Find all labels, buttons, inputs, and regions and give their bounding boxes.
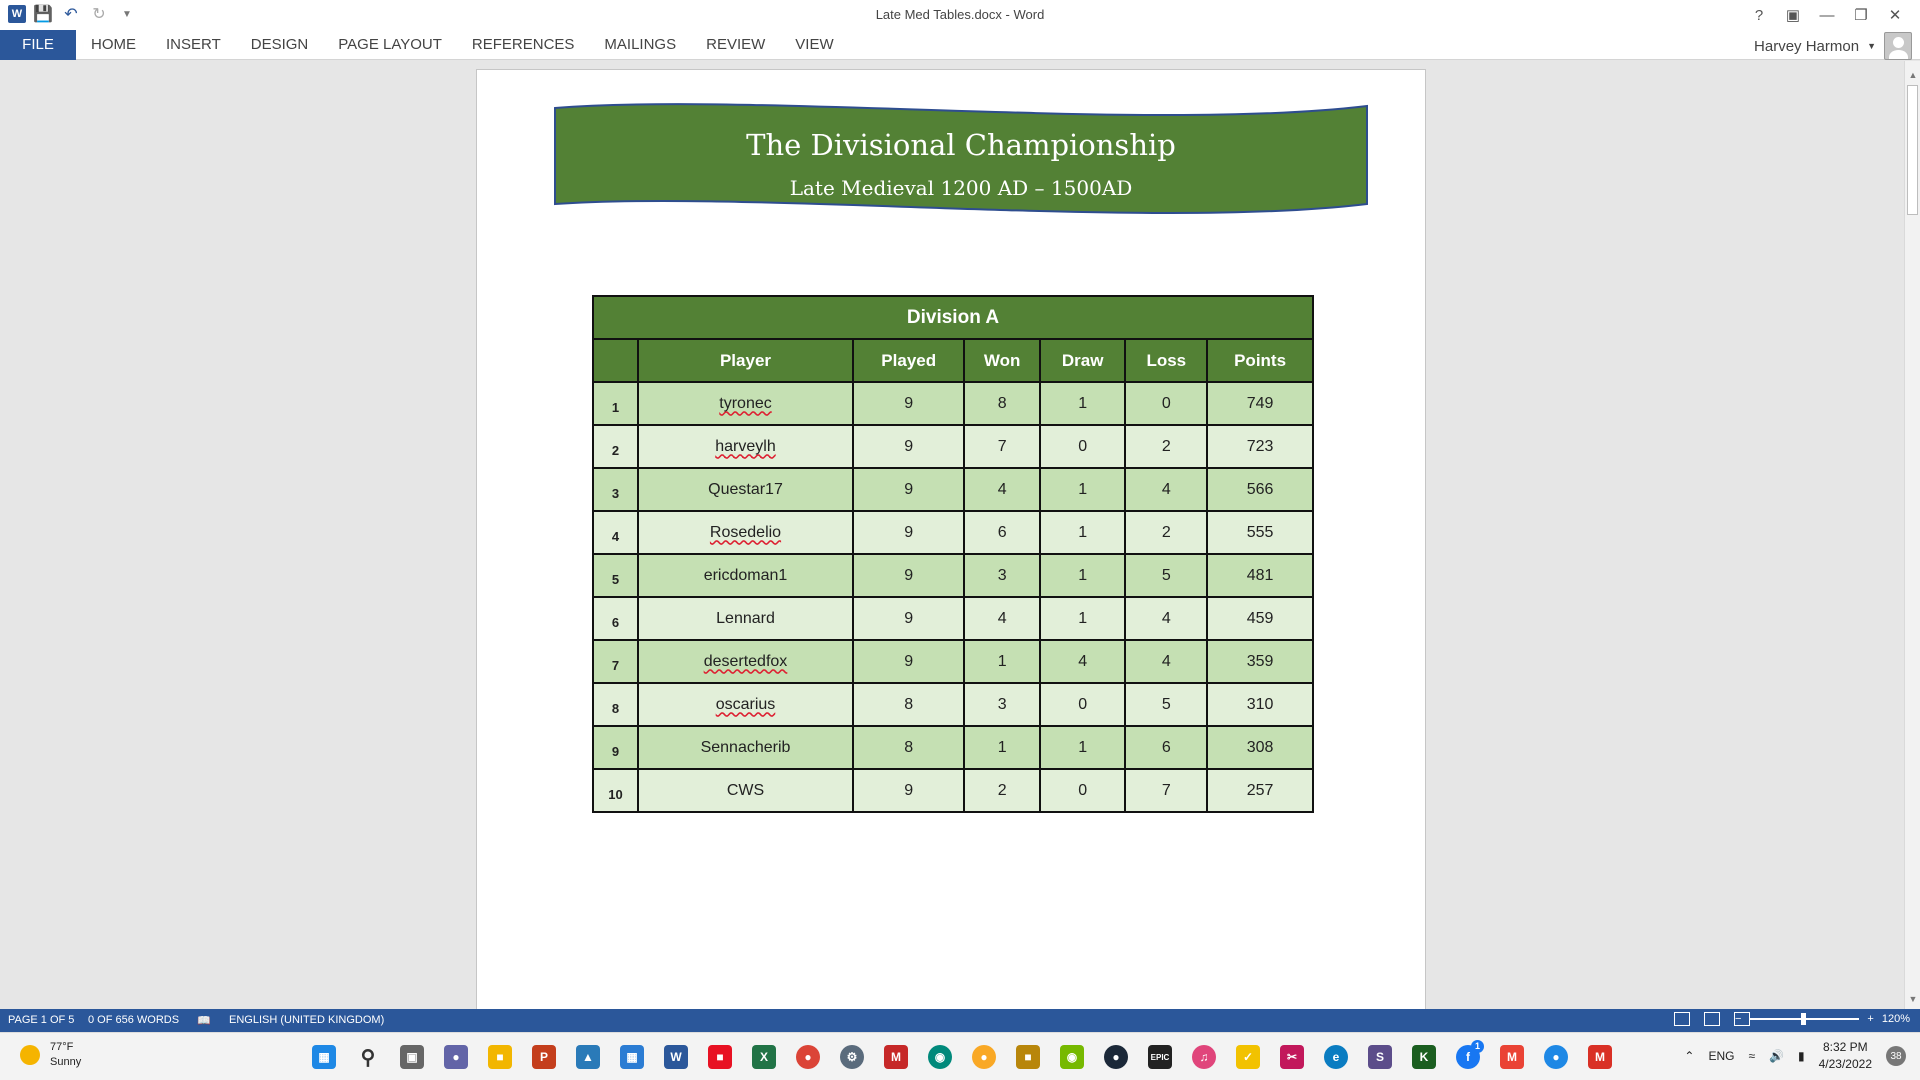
points-cell[interactable]: 459 <box>1207 597 1313 640</box>
table-row <box>593 511 1313 554</box>
taskbar <box>0 1032 1920 1080</box>
word-icon[interactable]: W <box>658 1040 694 1074</box>
vertical-scrollbar[interactable] <box>1904 61 1920 1009</box>
powerpoint-icon[interactable]: P <box>526 1040 562 1074</box>
player-cell[interactable] <box>638 425 853 468</box>
avatar[interactable] <box>1884 32 1912 60</box>
table-row <box>593 683 1313 726</box>
points-cell[interactable]: 359 <box>1207 640 1313 683</box>
tab-references[interactable]: REFERENCES <box>471 36 575 53</box>
banner-title: The Divisional Championship <box>746 128 1176 162</box>
points-cell[interactable]: 310 <box>1207 683 1313 726</box>
loss-cell[interactable]: 6 <box>1125 726 1207 769</box>
draw-cell[interactable]: 0 <box>1040 769 1125 812</box>
zoom-control <box>1735 1013 1910 1025</box>
loss-cell[interactable]: 7 <box>1125 769 1207 812</box>
loss-cell[interactable]: 0 <box>1125 382 1207 425</box>
played-cell[interactable]: 9 <box>853 597 964 640</box>
help-button[interactable]: ? <box>1754 6 1764 24</box>
banner-subtitle: Late Medieval 1200 AD – 1500AD <box>789 176 1133 200</box>
tab-view[interactable]: VIEW <box>795 36 834 53</box>
print-layout-icon[interactable] <box>1704 1012 1720 1026</box>
loss-cell[interactable]: 4 <box>1125 640 1207 683</box>
loss-cell[interactable]: 4 <box>1125 597 1207 640</box>
notes-app-icon[interactable]: ■ <box>1010 1040 1046 1074</box>
minimize-button[interactable]: — <box>1819 6 1835 24</box>
points-cell[interactable]: 481 <box>1207 554 1313 597</box>
draw-cell[interactable]: 1 <box>1040 726 1125 769</box>
draw-cell[interactable]: 1 <box>1040 511 1125 554</box>
document-area <box>0 61 1904 1009</box>
player-name: desertedfox <box>703 652 788 670</box>
rank-cell[interactable]: 2 <box>593 425 638 468</box>
played-cell[interactable]: 9 <box>853 769 964 812</box>
gift-icon[interactable]: ■ <box>702 1040 738 1074</box>
points-cell[interactable]: 566 <box>1207 468 1313 511</box>
notification-badge[interactable]: 38 <box>1886 1046 1906 1066</box>
sun-icon <box>20 1045 40 1065</box>
epic-games-icon[interactable]: EPIC <box>1142 1040 1178 1074</box>
tips-icon[interactable]: ● <box>1538 1040 1574 1074</box>
played-cell[interactable]: 9 <box>853 554 964 597</box>
file-explorer-icon[interactable]: ■ <box>482 1040 518 1074</box>
clock[interactable] <box>1819 1039 1872 1073</box>
player-name: Rosedelio <box>709 523 782 541</box>
header-draw: Draw <box>1040 339 1125 382</box>
header-loss: Loss <box>1125 339 1207 382</box>
tab-review[interactable]: REVIEW <box>706 36 766 53</box>
photos-icon[interactable]: ▲ <box>570 1040 606 1074</box>
window-controls <box>1742 2 1912 28</box>
system-tray <box>1684 1039 1906 1073</box>
excel-icon[interactable]: X <box>746 1040 782 1074</box>
read-mode-icon[interactable] <box>1674 1012 1690 1026</box>
won-cell[interactable]: 8 <box>964 382 1040 425</box>
player-cell[interactable] <box>638 511 853 554</box>
played-cell[interactable]: 9 <box>853 425 964 468</box>
rank-cell[interactable]: 1 <box>593 382 638 425</box>
time: 8:32 PM <box>1822 1040 1868 1054</box>
steam-icon[interactable]: ● <box>1098 1040 1134 1074</box>
zoom-slider[interactable] <box>1749 1018 1859 1020</box>
loss-cell[interactable]: 5 <box>1125 554 1207 597</box>
user-account[interactable] <box>1754 32 1912 60</box>
volume-icon[interactable]: 🔊 <box>1769 1049 1784 1063</box>
game-app-icon[interactable]: ● <box>966 1040 1002 1074</box>
itunes-icon[interactable]: ♫ <box>1186 1040 1222 1074</box>
page-count[interactable]: PAGE 1 OF 5 <box>8 1014 75 1026</box>
header-points: Points <box>1207 339 1313 382</box>
played-cell[interactable]: 8 <box>853 683 964 726</box>
input-language[interactable]: ENG <box>1708 1049 1735 1063</box>
globe-app-icon[interactable]: ◉ <box>922 1040 958 1074</box>
chevron-up-icon[interactable]: ⌃ <box>1684 1049 1695 1063</box>
division-table <box>592 295 1314 813</box>
rank-cell[interactable]: 10 <box>593 769 638 812</box>
title-bar <box>0 0 1920 30</box>
draw-cell[interactable]: 1 <box>1040 597 1125 640</box>
status-bar <box>0 1009 1920 1032</box>
redo-icon[interactable]: ↻ <box>92 6 106 23</box>
ribbon <box>0 30 1920 60</box>
rank-cell[interactable]: 8 <box>593 683 638 726</box>
date: 4/23/2022 <box>1818 1057 1872 1071</box>
rank-cell[interactable]: 9 <box>593 726 638 769</box>
gmail-icon[interactable]: M <box>1494 1040 1530 1074</box>
player-cell[interactable] <box>638 683 853 726</box>
chevron-down-icon: ▼ <box>1867 41 1876 51</box>
nvidia-icon[interactable]: ◉ <box>1054 1040 1090 1074</box>
won-cell[interactable]: 6 <box>964 511 1040 554</box>
scroll-up-icon[interactable]: ▲ <box>1908 70 1918 80</box>
title-banner <box>553 100 1369 220</box>
temperature: 77°F <box>50 1041 74 1053</box>
won-cell[interactable]: 4 <box>964 468 1040 511</box>
document-page[interactable] <box>476 69 1426 1029</box>
search-icon[interactable]: ⚲ <box>360 1046 376 1069</box>
teams-chat-icon[interactable]: ● <box>438 1040 474 1074</box>
player-name: harveylh <box>715 437 776 455</box>
store-icon[interactable]: ▦ <box>614 1040 650 1074</box>
won-cell[interactable]: 2 <box>964 769 1040 812</box>
rank-cell[interactable]: 5 <box>593 554 638 597</box>
won-cell[interactable]: 4 <box>964 597 1040 640</box>
header-played: Played <box>853 339 964 382</box>
tab-home[interactable]: HOME <box>91 36 136 53</box>
rank-cell[interactable]: 3 <box>593 468 638 511</box>
won-cell[interactable]: 3 <box>964 683 1040 726</box>
tab-mailings[interactable]: MAILINGS <box>604 36 677 53</box>
player-name: tyronec <box>719 394 772 412</box>
save-icon[interactable]: 💾 <box>33 6 53 23</box>
rank-cell[interactable]: 7 <box>593 640 638 683</box>
undo-icon[interactable]: ↶ <box>64 6 78 23</box>
table-row <box>593 769 1313 812</box>
player-cell[interactable]: Sennacherib <box>638 726 853 769</box>
draw-cell[interactable]: 1 <box>1040 468 1125 511</box>
taskbar-apps <box>306 1040 1618 1074</box>
player-cell[interactable] <box>638 382 853 425</box>
points-cell[interactable]: 723 <box>1207 425 1313 468</box>
norton-icon[interactable]: ✓ <box>1230 1040 1266 1074</box>
proofing-icon[interactable]: 📖 <box>197 1015 211 1027</box>
table-caption: Division A <box>593 296 1313 339</box>
tab-insert[interactable]: INSERT <box>166 36 221 53</box>
loss-cell[interactable]: 4 <box>1125 468 1207 511</box>
zoom-out-icon[interactable]: − <box>1734 1013 1742 1025</box>
header-rank <box>593 339 638 382</box>
close-button[interactable]: ✕ <box>1888 7 1902 24</box>
header-player: Player <box>638 339 853 382</box>
wifi-icon[interactable]: ≈ <box>1748 1049 1756 1063</box>
points-cell[interactable]: 257 <box>1207 769 1313 812</box>
draw-cell[interactable]: 0 <box>1040 683 1125 726</box>
app-k-icon[interactable]: K <box>1406 1040 1442 1074</box>
player-cell[interactable] <box>638 640 853 683</box>
app-s-icon[interactable]: S <box>1362 1040 1398 1074</box>
rank-cell[interactable]: 4 <box>593 511 638 554</box>
table-row <box>593 554 1313 597</box>
restore-button[interactable]: ❐ <box>1854 7 1868 24</box>
scroll-thumb[interactable] <box>1907 85 1918 215</box>
table-row <box>593 425 1313 468</box>
player-cell[interactable]: Questar17 <box>638 468 853 511</box>
zoom-slider-handle[interactable] <box>1801 1013 1806 1025</box>
facebook-icon[interactable]: f 1 <box>1450 1040 1486 1074</box>
loss-cell[interactable]: 5 <box>1125 683 1207 726</box>
user-name: Harvey Harmon <box>1754 37 1860 55</box>
draw-cell[interactable]: 4 <box>1040 640 1125 683</box>
loss-cell[interactable]: 2 <box>1125 425 1207 468</box>
table-row <box>593 382 1313 425</box>
player-cell[interactable]: ericdoman1 <box>638 554 853 597</box>
task-view-icon[interactable]: ▣ <box>394 1040 430 1074</box>
start-icon[interactable]: ▦ <box>306 1040 342 1074</box>
snipping-tool-icon[interactable]: ✂ <box>1274 1040 1310 1074</box>
word-count[interactable]: 0 OF 656 WORDS <box>88 1014 180 1026</box>
draw-cell[interactable]: 1 <box>1040 554 1125 597</box>
zoom-in-icon[interactable]: + <box>1867 1013 1874 1025</box>
player-cell[interactable]: CWS <box>638 769 853 812</box>
loss-cell[interactable]: 2 <box>1125 511 1207 554</box>
won-cell[interactable]: 1 <box>964 640 1040 683</box>
player-cell[interactable]: Lennard <box>638 597 853 640</box>
draw-cell[interactable]: 1 <box>1040 382 1125 425</box>
battery-icon[interactable]: ▮ <box>1798 1049 1805 1063</box>
zoom-level[interactable]: 120% <box>1881 1013 1910 1025</box>
won-cell[interactable]: 3 <box>964 554 1040 597</box>
draw-cell[interactable]: 0 <box>1040 425 1125 468</box>
rank-cell[interactable]: 6 <box>593 597 638 640</box>
language-indicator[interactable]: ENGLISH (UNITED KINGDOM) <box>229 1014 385 1026</box>
gmail-icon-2[interactable]: M <box>1582 1040 1618 1074</box>
won-cell[interactable]: 7 <box>964 425 1040 468</box>
table-row <box>593 468 1313 511</box>
weather-widget[interactable] <box>20 1040 81 1070</box>
player-name: oscarius <box>715 695 776 713</box>
played-cell[interactable]: 8 <box>853 726 964 769</box>
played-cell[interactable]: 9 <box>853 468 964 511</box>
document-title: Late Med Tables.docx - Word <box>875 7 1045 22</box>
table-row <box>593 726 1313 769</box>
edge-icon[interactable]: e <box>1318 1040 1354 1074</box>
table-row <box>593 597 1313 640</box>
scroll-down-icon[interactable]: ▼ <box>1908 994 1918 1004</box>
played-cell[interactable]: 9 <box>853 511 964 554</box>
won-cell[interactable]: 1 <box>964 726 1040 769</box>
played-cell[interactable]: 9 <box>853 640 964 683</box>
word-logo-icon[interactable]: W <box>8 5 26 23</box>
points-cell[interactable]: 308 <box>1207 726 1313 769</box>
played-cell[interactable]: 9 <box>853 382 964 425</box>
customize-toolbar-icon[interactable]: ▼ <box>122 8 132 20</box>
header-won: Won <box>964 339 1040 382</box>
chrome-icon[interactable]: ● <box>790 1040 826 1074</box>
table-header-row <box>593 339 1313 382</box>
tab-file[interactable]: FILE <box>0 30 76 60</box>
app-m-icon[interactable]: M <box>878 1040 914 1074</box>
tab-page-layout[interactable]: PAGE LAYOUT <box>338 36 442 53</box>
facebook-badge: 1 <box>1471 1040 1484 1053</box>
weather-condition: Sunny <box>50 1056 82 1068</box>
points-cell[interactable]: 555 <box>1207 511 1313 554</box>
table-row <box>593 640 1313 683</box>
tab-design[interactable]: DESIGN <box>250 36 309 53</box>
ribbon-display-options-icon[interactable]: ▣ <box>1785 7 1801 24</box>
points-cell[interactable]: 749 <box>1207 382 1313 425</box>
ribbon-tabs <box>0 30 1920 60</box>
settings-icon[interactable]: ⚙ <box>834 1040 870 1074</box>
